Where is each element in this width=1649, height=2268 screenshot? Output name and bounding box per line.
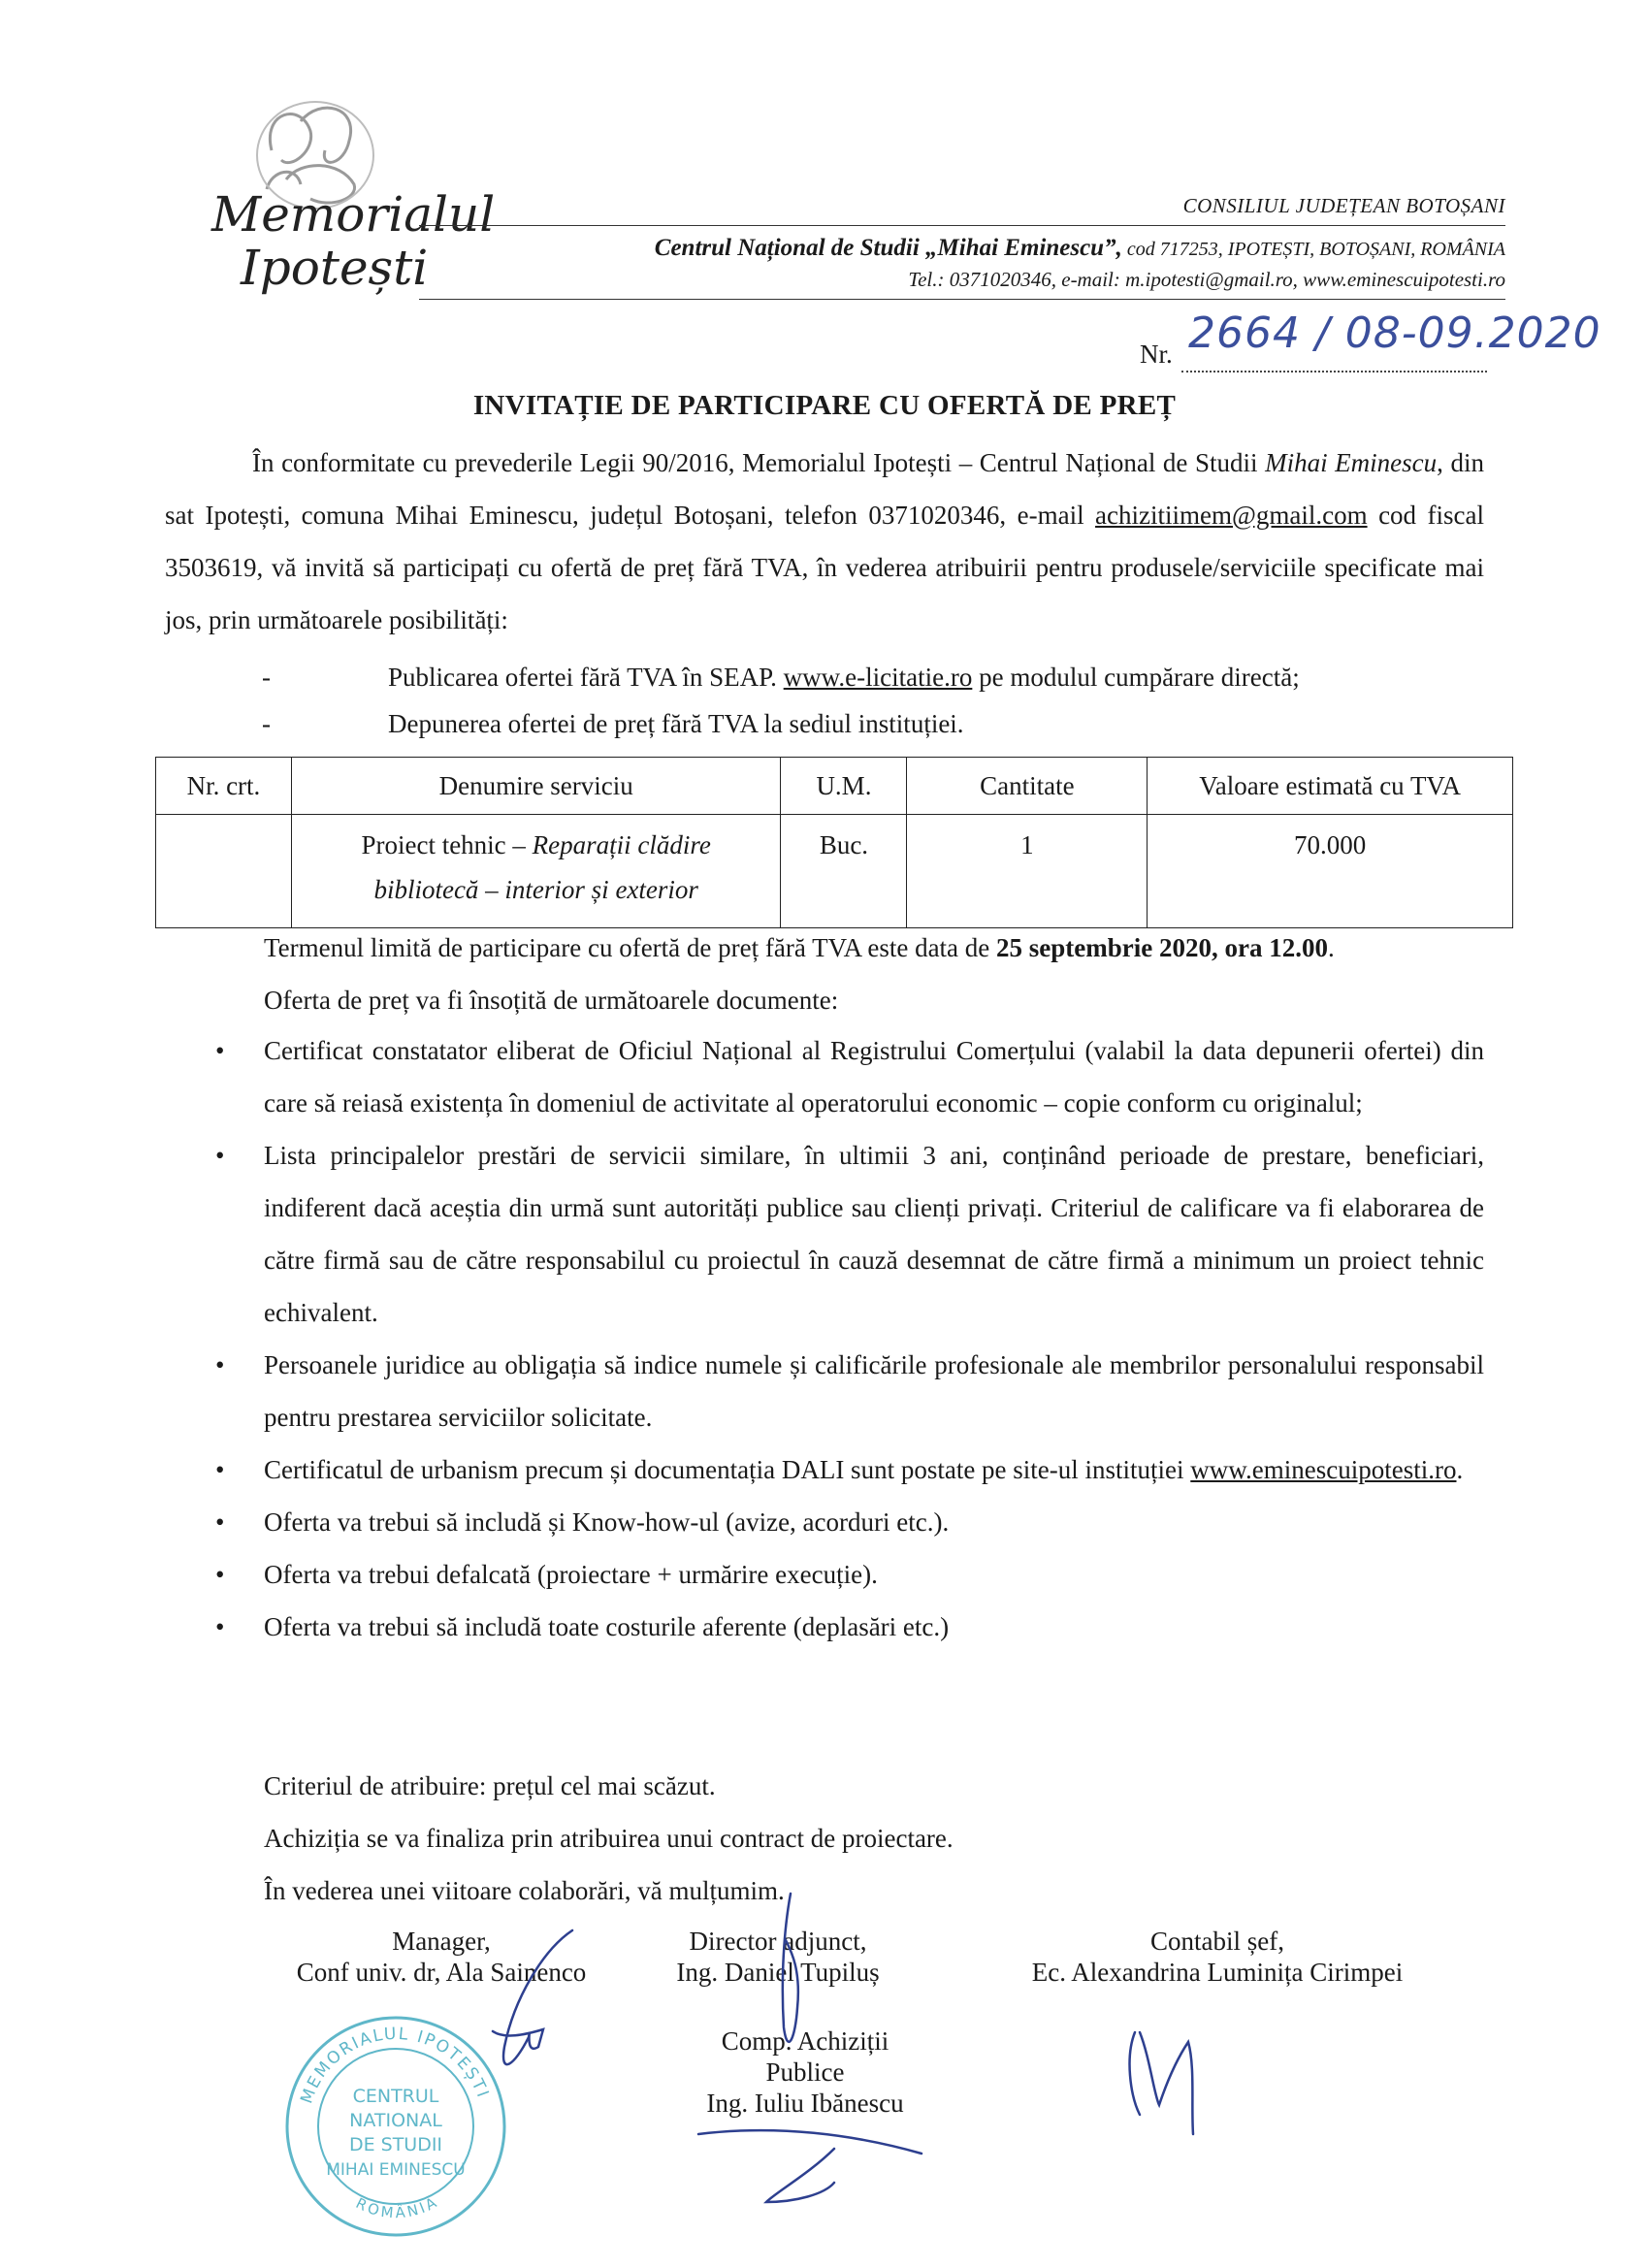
list-item-text: Oferta va trebui să includă și Know-how-ul (avize, acorduri etc.). bbox=[264, 1507, 950, 1537]
signatory-name: Ec. Alexandrina Luminița Cirimpei bbox=[1031, 1958, 1404, 1987]
cell-um: Buc. bbox=[781, 815, 907, 928]
list-item-text: Oferta va trebui defalcată (proiectare + urmărire execuție). bbox=[264, 1560, 878, 1589]
signatory-title: Manager, bbox=[392, 1927, 491, 1956]
header-divider-bottom bbox=[419, 299, 1505, 300]
stamp-line1: CENTRUL bbox=[352, 2086, 439, 2107]
signatory-title: Contabil șef, bbox=[1150, 1927, 1284, 1956]
bullet-marker: • bbox=[215, 1036, 225, 1065]
list-item bbox=[215, 1339, 1484, 1443]
deadline-date: 25 septembrie 2020, ora 12.00 bbox=[996, 933, 1328, 962]
service-italic-1: Reparații clădire bbox=[532, 830, 711, 859]
bullet-marker: • bbox=[215, 1612, 225, 1641]
signatory-name: Ing. Daniel Tupiluș bbox=[676, 1958, 880, 1987]
finalize-note: Achiziția se va finaliza prin atribuirea unui contract de proiectare. bbox=[264, 1824, 954, 1853]
bullet-marker: • bbox=[215, 1455, 225, 1484]
signatory-title: Director adjunct, bbox=[689, 1927, 867, 1956]
center-name-line bbox=[655, 235, 1505, 262]
intro-paragraph bbox=[165, 437, 1484, 646]
documents-list bbox=[215, 1024, 1484, 1653]
list-item bbox=[215, 1443, 1484, 1496]
cell-value: 70.000 bbox=[1148, 815, 1513, 928]
council-name: CONSILIUL JUDEȚEAN BOTOȘANI bbox=[1182, 194, 1505, 217]
dash-marker: - bbox=[262, 663, 271, 692]
stamp-line4: MIHAI EMINESCU bbox=[326, 2160, 466, 2180]
document-title: INVITAȚIE DE PARTICIPARE CU OFERTĂ DE PREȚ bbox=[472, 390, 1177, 421]
table-row bbox=[156, 815, 1513, 928]
signatory-name: Conf univ. dr, Ala Sainenco bbox=[296, 1958, 587, 1987]
col-header-value: Valoare estimată cu TVA bbox=[1148, 758, 1513, 815]
stamp-ring-bottom-text: ROMÂNIA bbox=[352, 2192, 442, 2222]
cell-service bbox=[291, 815, 781, 928]
intro-italic-name: Mihai Eminescu bbox=[1265, 448, 1438, 477]
deadline-line bbox=[264, 922, 1335, 974]
intro-text-2: , din sat Ipotești, comuna Mihai Eminescu, județul Botoșani, telefon 0371020346, e-mail bbox=[165, 448, 1484, 530]
cell-qty: 1 bbox=[907, 815, 1148, 928]
bullet-marker: • bbox=[215, 1507, 225, 1537]
list-item-text: Certificat constatator eliberat de Oficiul Național al Registrului Comerțului (valabil la data depunerii ofertei) din care să reiasă existența în domeniul de activitate al operatorului economic – copie conform cu originalul; bbox=[264, 1036, 1484, 1118]
list-item-text-end: . bbox=[1456, 1455, 1464, 1484]
col-header-service: Denumire serviciu bbox=[291, 758, 781, 815]
signatory-name: Ing. Iuliu Ibănescu bbox=[706, 2089, 904, 2118]
list-item-text: Lista principalelor prestări de servicii similare, în ultimii 3 ani, conținând perioade de prestare, beneficiari, indiferent dacă aceștia din urmă sunt autorități publice sau clienți privați. Criteriul de calificare va fi elaborarea de către firmă sau de către responsabilul cu proiectul în cauză desemnat de către firmă a minimum un proiect tehnic echivalent. bbox=[264, 1141, 1484, 1327]
signature-block-manager bbox=[262, 1926, 621, 1988]
col-header-qty: Cantitate bbox=[907, 758, 1148, 815]
list-item bbox=[215, 1024, 1484, 1129]
svg-text:ROMÂNIA bbox=[353, 2192, 442, 2221]
registration-number-handwritten: 2664 / 08-09.2020 bbox=[1188, 308, 1601, 358]
header-divider-top bbox=[419, 225, 1505, 226]
dash-marker: - bbox=[262, 709, 271, 738]
bullet-marker: • bbox=[215, 1560, 225, 1589]
intro-text-3: cod fiscal 3503619, vă invită să participați cu ofertă de preț fără TVA, în vederea atribuirii pentru produsele/serviciile specificate mai jos, prin următoarele posibilități: bbox=[165, 501, 1484, 634]
institution-stamp bbox=[279, 2010, 512, 2243]
email-link[interactable]: achizitiimem@gmail.com bbox=[1095, 501, 1368, 530]
col-header-nr: Nr. crt. bbox=[156, 758, 292, 815]
center-name: Centrul Național de Studii „Mihai Eminescu”, bbox=[654, 235, 1122, 261]
service-italic-2: bibliotecă – interior și exterior bbox=[373, 875, 698, 904]
website-link[interactable]: www.eminescuipotesti.ro bbox=[1190, 1455, 1457, 1484]
intro-text-1: În conformitate cu prevederile Legii 90/2016, Memorialul Ipotești – Centrul Național de Studii bbox=[252, 448, 1266, 477]
logo-text-memorialul: Memorialul bbox=[211, 186, 496, 243]
bullet-marker: • bbox=[215, 1350, 225, 1379]
option-text-end: pe modulul cumpărare directă; bbox=[972, 663, 1300, 692]
bullet-marker: • bbox=[215, 1141, 225, 1170]
table-header-row bbox=[156, 758, 1513, 815]
stamp-line3: DE STUDII bbox=[348, 2134, 443, 2155]
accountant-signature-scribble bbox=[1130, 2032, 1193, 2134]
stamp-line2: NATIONAL bbox=[349, 2110, 442, 2131]
thanks-note: În vederea unei viitoare colaborări, vă mulțumim. bbox=[264, 1876, 785, 1905]
option-text: Depunerea ofertei de preț fără TVA la sediul instituției. bbox=[388, 709, 964, 738]
award-criteria: Criteriul de atribuire: prețul cel mai scăzut. bbox=[264, 1771, 716, 1800]
deadline-text: Termenul limită de participare cu ofertă de preț fără TVA este data de bbox=[264, 933, 997, 962]
list-item-text: Oferta va trebui să includă toate costurile aferente (deplasări etc.) bbox=[264, 1612, 950, 1641]
registration-label: Nr. bbox=[1140, 340, 1173, 369]
e-licitatie-link[interactable]: www.e-licitatie.ro bbox=[783, 663, 973, 692]
list-item bbox=[215, 1548, 1484, 1601]
signatory-title: Comp. Achiziții Publice bbox=[721, 2026, 889, 2087]
services-table bbox=[155, 757, 1513, 928]
documents-intro: Oferta de preț va fi însoțită de următoarele documente: bbox=[264, 986, 839, 1015]
logo-text-ipotesti: Ipotești bbox=[241, 240, 429, 296]
signature-block-acquisitions bbox=[679, 2025, 931, 2119]
list-item bbox=[215, 1496, 1484, 1548]
col-header-um: U.M. bbox=[781, 758, 907, 815]
acquisitions-signature-scribble bbox=[698, 2130, 922, 2202]
list-item-text: Certificatul de urbanism precum și documentația DALI sunt postate pe site-ul instituției bbox=[264, 1455, 1191, 1484]
option-text: Publicarea ofertei fără TVA în SEAP. bbox=[388, 663, 784, 692]
signature-block-accountant bbox=[1004, 1926, 1431, 1988]
cell-nr bbox=[156, 815, 292, 928]
service-prefix: Proiect tehnic – bbox=[361, 830, 533, 859]
signature-block-director bbox=[652, 1926, 904, 1988]
center-address: cod 717253, IPOTEȘTI, BOTOȘANI, ROMÂNIA bbox=[1121, 239, 1505, 260]
stamp-ring-top-text: MEMORIALUL IPOTEȘTI bbox=[297, 2024, 493, 2107]
deadline-end: . bbox=[1327, 933, 1335, 962]
list-item-text: Persoanele juridice au obligația să indice numele și calificările profesionale ale membrilor personalului responsabil pentru prestarea serviciilor solicitate. bbox=[264, 1350, 1484, 1432]
contact-line: Tel.: 0371020346, e-mail: m.ipotesti@gmail.ro, www.eminescuipotesti.ro bbox=[908, 268, 1505, 291]
list-item bbox=[215, 1601, 1484, 1653]
list-item bbox=[215, 1129, 1484, 1339]
